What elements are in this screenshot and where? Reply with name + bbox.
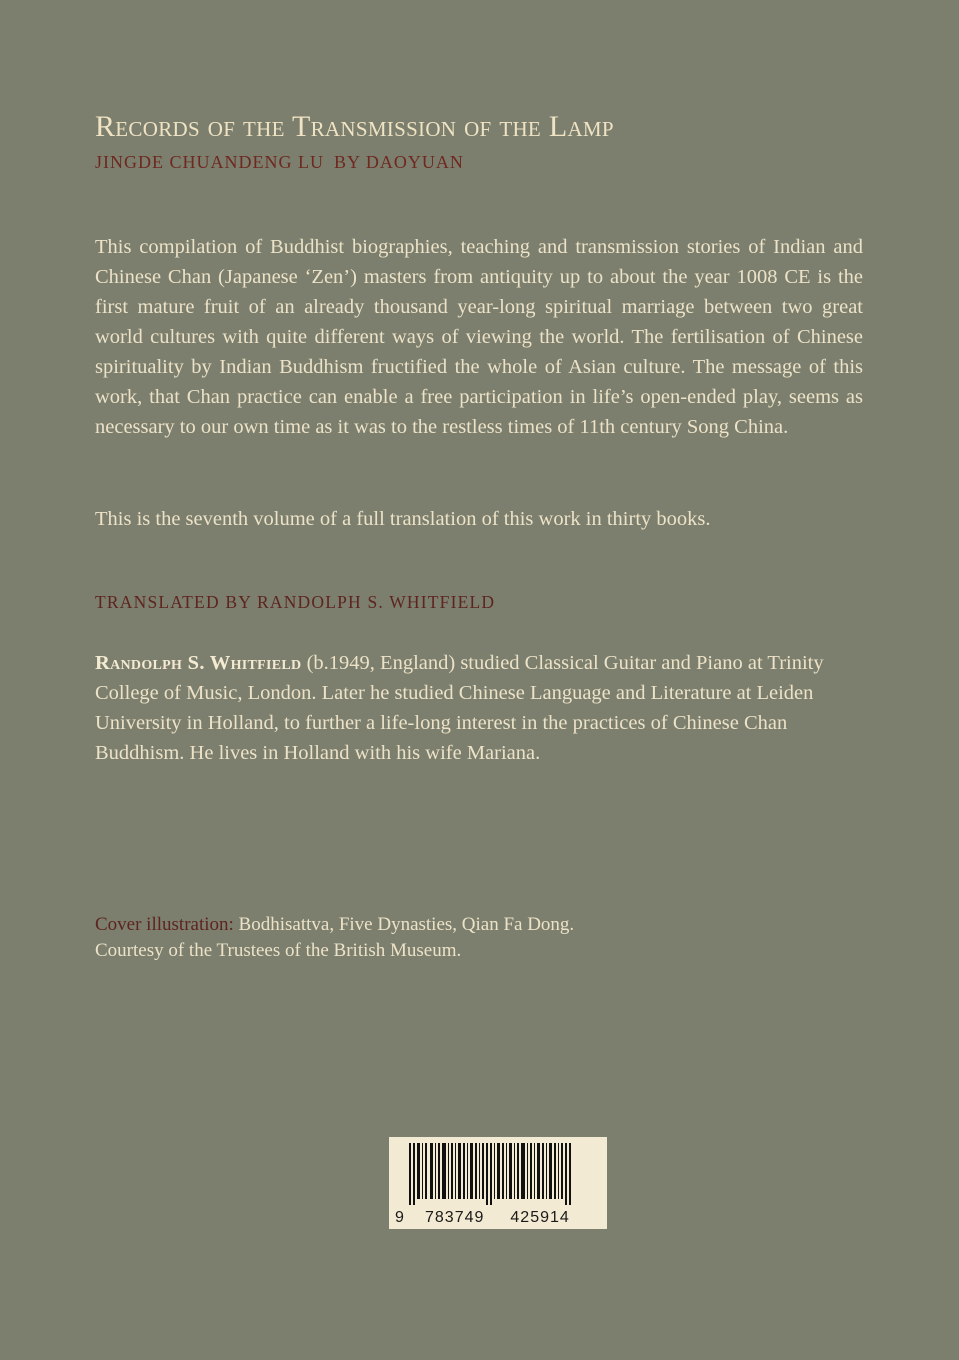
cover-credit <box>95 912 574 964</box>
book-title: Records of the Transmission of the Lamp <box>95 110 614 143</box>
isbn-left-group: 783749 <box>425 1209 485 1226</box>
isbn-right-group: 425914 <box>510 1209 570 1226</box>
author-credit: BY DAOYUAN <box>333 152 464 172</box>
isbn-first-digit: 9 <box>395 1209 404 1226</box>
book-subtitle <box>95 152 464 173</box>
isbn-digits <box>395 1209 570 1227</box>
blurb-paragraph: This compilation of Buddhist biographies, teaching and transmission stories of Indian and Chinese Chan (Japanese ‘Zen’) masters from antiquity up to about the year 1008 CE is the first mature fruit of an already thousand year-long spiritual marriage between two great world cultures with quite different ways of viewing the world. The fertilisation of Chinese spirituality by Indian Buddhism fructified the whole of Asian culture. The message of this work, that Chan practice can enable a free participation in life’s open-ended play, seems as necessary to our own time as it was to the restless times of 11th century Song China. <box>95 236 863 438</box>
translator-name: Randolph S. Whitfield <box>95 652 302 674</box>
barcode-bars <box>399 1143 597 1205</box>
translator-heading: TRANSLATED BY RANDOLPH S. WHITFIELD <box>95 592 496 612</box>
translator-bio-text: (b.1949, England) studied Classical Guitar and Piano at Trinity College of Music, London. Later he studied Chinese Language and Literature at Leiden University in Holland, to further a life-long interest in the practices of Chinese Chan Buddhism. He lives in Holland with his wife Mariana. <box>95 652 824 764</box>
cover-credit-label: Cover illustration: <box>95 914 234 935</box>
volume-note: This is the seventh volume of a full translation of this work in thirty books. <box>95 508 711 530</box>
isbn-barcode <box>389 1137 607 1229</box>
work-title: JINGDE CHUANDENG LU <box>95 152 324 172</box>
cover-credit-text: Bodhisattva, Five Dynasties, Qian Fa Dong. <box>233 914 575 935</box>
translator-bio <box>95 648 835 768</box>
courtesy-line: Courtesy of the Trustees of the British Museum. <box>95 940 462 961</box>
